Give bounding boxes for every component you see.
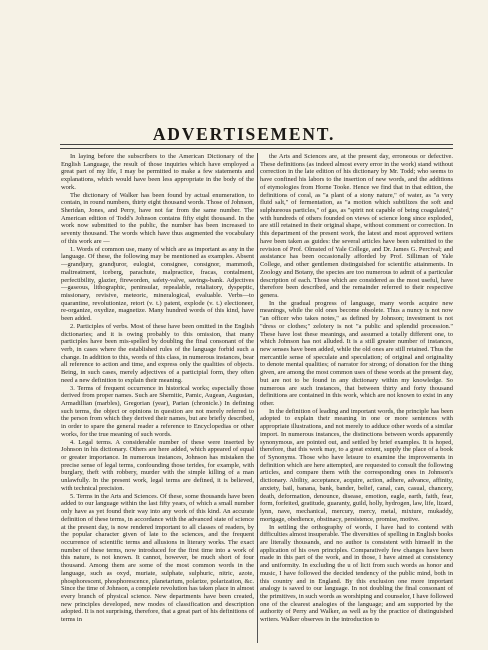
paragraph: In the definition of leading and important words, the principle has been adopted to explain their meaning in one or more sentences with appropriate illustrations, and not merely to adduce other words of a similar import. In numerous instances, the distinctions between words apparently synonymous, are pointed out, and settled by brief examples. It is hoped, therefore, that this work may, to a great extent, supply the place of a book of Synonyms. Those who have leisure to examine the improvements in definition which are here attempted, are requested to consult the following articles, and compare them with the corresponding ones in Johnson's dictionary. Ability, acceptance, acquire, action, adhere, advance, affinity, anxiety, bail, banana, bank, bander, belief, canal, can, casual, chancery, death, deformation, denounce, disease, emotion, eagle, earth, faith, fear, form, forfeited, gratitude, guaranty, guild, holly, hydrogen, law, life, lizard, lynn, nave, mechanical, mercury, mercy, metal, mixture, mukaddy, mortgage, obedience, obstinacy, persistence, promise, motive. (260, 407, 453, 523)
paragraph: 3. Terms of frequent occurrence in historical works; especially those derived from proper names. Such are Shemitic, Pamic, Augean, Augustan, Armadillian (marbles), Gregorian (year), Parian (chronicle.) In defining such terms, the object or opinions in question are not merely referred to the person from which they derived their names, but are briefly described, in order to spare the general reader a reference to Encyclopedias or other works, for the true meaning of such words. (61, 384, 254, 438)
paragraph: 5. Terms in the Arts and Sciences. Of these, some thousands have been added to our language within the last fifty years, of which a small number only have as yet found their way into any work of this kind. An accurate definition of these terms, in accordance with the advanced state of science at the present day, is now rendered important to all classes of readers, by the popular character given of late to the sciences, and the frequent occurrence of scientific terms and allusions in literary works. The exact number of these terms, now introduced for the first time into a work of this nature, is not known. It cannot, however, be much short of four thousand. Among them are some of the most common words in the language, such as oxyd, muriate, sulphate, sulphuric, nitric, azote, phosphorescent, phosphorescence, planetarium, polarize, polarization, &c. Since the time of Johnson, a complete revolution has taken place in almost every branch of physical science. New departments have been created, new principles developed, new modes of classification and description adopted. It is not surprising, therefore, that a great part of his definitions of terms in (61, 492, 254, 624)
paragraph: In laying before the subscribers to the American Dictionary of the English Language, the result of those inquiries which have employed a great part of my life, I may be permitted to make a few statements and explanations, which would have been less appropriate in the body of the work. (61, 153, 254, 191)
column-divider (257, 153, 258, 643)
paragraph: 4. Legal terms. A considerable number of these were inserted by Johnson in his dictionary. Others are here added, which appeared of equal or greater importance. In numerous instances, Johnson has mistaken the precise sense of legal terms, confounding those terides, for example, with burglary, theft with robbery, murder with the simple killing of a man unlawfully. In the present work, legal terms are defined, it is believed, with technical precision. (61, 438, 254, 492)
paragraph: 2. Participles of verbs. Most of these have been omitted in the English dictionaries; and it is owing probably to this omission, that many participles have been mis-spelled by doubling the final consonant of the verb, in cases where the established rules of the language forbid such a change. In addition to this, words of this class, in numerous instances, bear all reference to action and time, and express only the qualities of objects. Being, in such cases, merely adjectives of a participial form, they often need a new definition to explain their meaning. (61, 322, 254, 384)
paragraph: The dictionary of Walker has been found by actual enumeration, to contain, in round numbers, thirty eight thousand words. Those of Johnson, Sheridan, Jones, and Perry, have not far from the same number. The American edition of Todd's Johnson contains fifty eight thousand. In the work now submitted to the public, the number has been increased to seventy thousand. The words which have thus augmented the vocabulary of this work are — (61, 191, 254, 245)
paragraph: 1. Words of common use, many of which are as important as any in the language. Of these, the following may be mentioned as examples. Absent—grandjury, grandjuror, eulogist, consignee, consignor, mammoth, maltreatment, iceberg, parachute, malpractice, fracas, contalment, perfectibility, glazier, fireworden, safety-valve, savings-bank. Adjectives—gaseous, lithographic, peninsular, repealable, retaliatory, dyspeptic, missionary, revisive, meteoric, mineralogical, evaluable. Verbs—to quarantine, revolutionize, retort (v. t.) patent, explode (v. t.) electioneer, re-organize, oxydize, magnetize. Many hundred words of this kind, have been added. (61, 245, 254, 323)
left-column (61, 153, 254, 645)
right-column (260, 153, 453, 645)
page-title: ADVERTISEMENT. (152, 124, 336, 144)
paragraph: In settling the orthography of words, I have had to contend with difficulties almost insuperable. The diversities of spelling in English books are literally thousands, and no author is consistent with himself in the application of his own principles. Comparatively few changes have been made in this part of the work, and in those, I have aimed at consistency and uniformity. In excluding the u of licit from such words as honor and music, I have followed the decided tendency of the public mind, both in this country and in England. By this exclusion one more important analogy is saved to our language. In not doubling the final consonant of the primitives, in such words as worshiping and counselor, I have followed one of the clearest analogies of the language; and am supported by the authority of Perry and Walker, as well as by the practice of distinguished writers. Walker observes in the introduction to (260, 523, 453, 624)
paragraph: the Arts and Sciences are, at the present day, erroneous or defective. These definitions (as indeed almost every error in the work) stand without correction in the late edition of his dictionary by Mr. Todd; who seems to have confined his labors to the insertion of new words, and the additions of etymologies from Horne Tooke. Hence we find that in that edition, the definitions of coral, as "a plant of a stony nature," of water, as "a very fluid salt," of fermentation, as "a motion which subtilizes the soft and sulphureous particles," of gas, as "spirit not capable of being coagulated," with hundreds of others founded on views of science long since exploded, are still retained in their original shape, without comment or correction. In this department of the present work, the latest and most approved writers have been taken as guides: the several articles have been submitted to the revision of Prof. Olmsted of Yale College, and Dr. James G. Percival; and assistance has been occasionally afforded by Prof. Silliman of Yale College, and other gentlemen distinguished for scientific attainments. In Zoology and Botany, the species are too numerous to admit of a particular description of each. Those which are considered as the most useful, have therefore been described, and the remainder referred to their respective genera. (260, 153, 453, 299)
paragraph: In the gradual progress of language, many words acquire new meanings, while the old ones become obsolete. Thus a nuncy is not now "an officer who takes notes," as defined by Johnson; investment is not "dress or clothes;" zelotery is not "a public and splendid procession." These have lost these meanings, and assumed a totally different one, to which Johnson has not alluded. It is a still greater number of instances, new senses have been added, while the old ones are still retained. Thus the mercantile sense of speculate and speculation; of original and originality to denote mental qualities; of narrator for strong; of donation for the thing given, are among the most common uses of these words at the present day, but are not to be found in any dictionary within my knowledge. So numerous are such instances, that between thirty and forty thousand definitions are contained in this work, which are not known to exist in any other. (260, 299, 453, 407)
double-rule (60, 144, 453, 149)
